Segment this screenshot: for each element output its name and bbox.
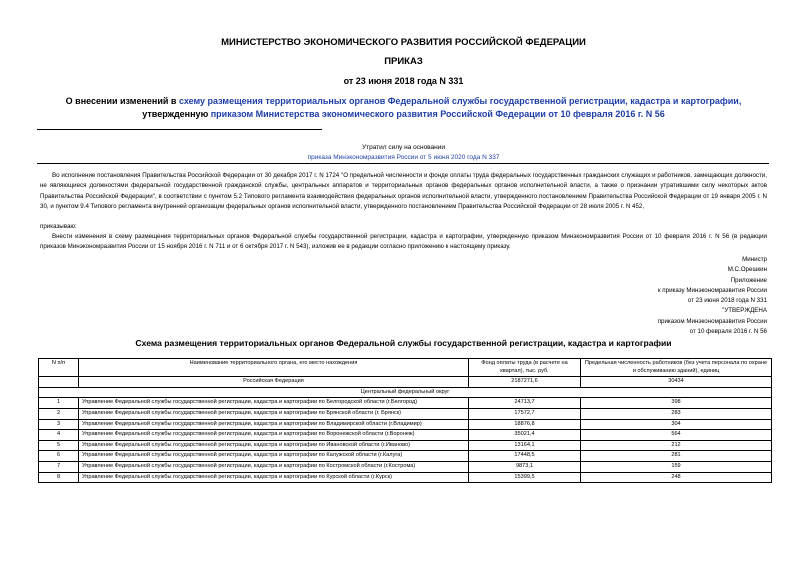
- row-name: Управление Федеральной службы государственной регистрации, кадастра и картографии по Ивановской области (г.Иваново): [79, 440, 469, 451]
- approved-label: "УТВЕРЖДЕНА: [722, 307, 767, 315]
- column-header-fund: Фонд оплаты труда (в расчете на квартал), тыс. руб.: [469, 359, 581, 377]
- total-fund: 2187271,6: [469, 377, 581, 388]
- title-text-2: утвержденную: [142, 109, 211, 119]
- document-title: [40, 95, 767, 121]
- total-count: 30434: [581, 377, 772, 388]
- row-count: 304: [581, 419, 772, 430]
- row-number: 7: [39, 461, 79, 472]
- preamble-paragraph: Во исполнение постановления Правительства Российской Федерации от 30 декабря 2017 г. N 1724 "О предельной численности и фонде оплаты труда федеральных государственных гражданских служащих и работников, замещающих должности, не являющиеся должностями федеральной государственной гражданской службы, центральных аппаратов и территориальных органов федеральных органов исполнительной власти, а также о признании утратившими силу некоторых актов Правительства Российской Федерации", в соответствии с пунктом 5.2 Типового регламента взаимодействия федеральных органов исполнительной власти, утвержденного постановлением Правительства Российской Федерации от 19 января 2005 г. N 30, и пунктом 9.4 Типового регламента внутренней организации федеральных органов исполнительной власти, утвержденного постановлением Правительства Российской Федерации от 28 июля 2005 г. N 452,: [40, 172, 767, 210]
- row-fund: 18876,8: [469, 419, 581, 430]
- row-count: 159: [581, 461, 772, 472]
- signature-block: [658, 255, 767, 337]
- ministry-name: МИНИСТЕРСТВО ЭКОНОМИЧЕСКОГО РАЗВИТИЯ РОССИЙСКОЙ ФЕДЕРАЦИИ: [221, 37, 586, 48]
- column-header-count: Предельная численность работников (без учета персонала по охране и обслуживанию зданий), единиц: [581, 359, 772, 377]
- lost-force-note: Утратил силу на основании: [361, 144, 446, 151]
- row-fund: 13164,1: [469, 440, 581, 451]
- approved-date: от 10 февраля 2016 г. N 56: [689, 328, 767, 336]
- appendix-date: от 23 июня 2018 года N 331: [687, 297, 767, 305]
- approved-ref: приказом Минэкономразвития России: [657, 317, 767, 325]
- row-number: 8: [39, 472, 79, 483]
- table-district-row: [39, 387, 772, 398]
- row-count: 248: [581, 472, 772, 483]
- row-count: 281: [581, 451, 772, 462]
- divider: [37, 163, 769, 164]
- row-number: 6: [39, 451, 79, 462]
- table-row: [39, 408, 772, 419]
- row-name: Управление Федеральной службы государственной регистрации, кадастра и картографии по Калужской области (г.Калуга): [79, 451, 469, 462]
- row-number: 4: [39, 430, 79, 441]
- table-cell: [39, 377, 79, 388]
- row-count: 398: [581, 398, 772, 409]
- table-row: [39, 419, 772, 430]
- order-word: приказываю:: [40, 223, 77, 230]
- appendix-ref: к приказу Минэкономразвития России: [657, 286, 767, 294]
- table-row: [39, 398, 772, 409]
- row-count: 564: [581, 430, 772, 441]
- table-row: [39, 461, 772, 472]
- document-date-number: от 23 июня 2018 года N 331: [343, 76, 464, 86]
- row-count: 212: [581, 440, 772, 451]
- table-row: [39, 440, 772, 451]
- district-name: Центральный федеральный округ: [39, 387, 772, 398]
- title-link-scheme[interactable]: схему размещения территориальных органов Федеральной службы государственной регистрации, кадастра и картографии,: [178, 96, 742, 106]
- signature-position: Министр: [742, 256, 767, 263]
- order-paragraph: Внести изменения в схему размещения территориальных органов Федеральной службы государственной регистрации, кадастра и картографии, утвержденную приказом Минэкономразвития России от 10 февраля 2016 г. N 56 (в редакции приказов Минэкономразвития России от 15 ноября 2016 г. N 711 и от 6 октября 2017 г. N 543), изложив ее в редакции согласно приложению к настоящему приказу.: [40, 233, 767, 251]
- title-text-1: О внесении изменений в: [65, 96, 179, 106]
- table-row: [39, 430, 772, 441]
- table-total-row: [39, 377, 772, 388]
- row-name: Управление Федеральной службы государственной регистрации, кадастра и картографии по Воронежской области (г.Воронеж): [79, 430, 469, 441]
- divider: [37, 129, 322, 130]
- appendix-label: Приложение: [730, 276, 767, 284]
- total-name: Российская Федерация: [79, 377, 469, 388]
- row-number: 1: [39, 398, 79, 409]
- row-number: 5: [39, 440, 79, 451]
- row-fund: 15399,5: [469, 472, 581, 483]
- row-number: 3: [39, 419, 79, 430]
- lost-force-link[interactable]: приказа Минэкономразвития России от 5 июня 2020 года N 337: [307, 154, 500, 161]
- row-fund: 17448,5: [469, 451, 581, 462]
- title-link-order[interactable]: приказом Министерства экономического развития Российской Федерации от 10 февраля 2016 г. N 56: [210, 109, 665, 119]
- row-name: Управление Федеральной службы государственной регистрации, кадастра и картографии по Брянской области (г. Брянск): [79, 408, 469, 419]
- table-header-row: [39, 359, 772, 377]
- row-name: Управление Федеральной службы государственной регистрации, кадастра и картографии по Курской области (г.Курск): [79, 472, 469, 483]
- schema-title: Схема размещения территориальных органов Федеральной службы государственной регистрации, кадастра и картографии: [135, 338, 672, 348]
- row-count: 283: [581, 408, 772, 419]
- row-fund: 24713,7: [469, 398, 581, 409]
- row-name: Управление Федеральной службы государственной регистрации, кадастра и картографии по Костромской области (г.Кострома): [79, 461, 469, 472]
- table-row: [39, 451, 772, 462]
- column-header-name: Наименование территориального органа, его место нахождения: [79, 359, 469, 377]
- row-fund: 35021,4: [469, 430, 581, 441]
- row-fund: 17572,7: [469, 408, 581, 419]
- row-fund: 9873,1: [469, 461, 581, 472]
- row-number: 2: [39, 408, 79, 419]
- row-name: Управление Федеральной службы государственной регистрации, кадастра и картографии по Белгородской области (г.Белгород): [79, 398, 469, 409]
- document-type: ПРИКАЗ: [384, 56, 423, 67]
- signature-name: М.С.Орешкин: [727, 266, 767, 274]
- column-header-number: N п/п: [39, 359, 79, 377]
- schema-table: [38, 358, 772, 483]
- table-row: [39, 472, 772, 483]
- row-name: Управление Федеральной службы государственной регистрации, кадастра и картографии по Владимирской области (г.Владимир): [79, 419, 469, 430]
